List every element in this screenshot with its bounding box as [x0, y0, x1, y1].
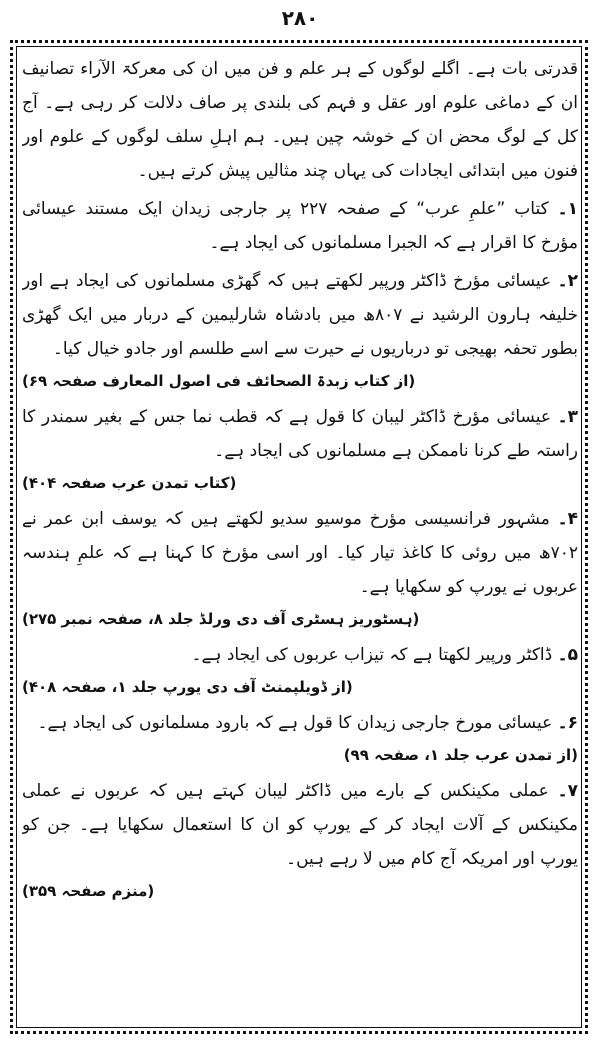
item-text: عملی مکینکس کے بارے میں ڈاکٹر لیبان کہتے ہیں کہ عربوں نے عملی مکینکس کے آلات ایجاد کر کے یورپ کو ان کا استعمال سکھایا ہے۔ جن کو یورپ اور امریکہ آج کام میں لا رہے ہیں۔	[22, 781, 578, 869]
item-number: ۶۔	[557, 713, 578, 733]
item-text: کتاب ”علمِ عرب“ کے صفحہ ۲۲۷ پر جارجی زیدان ایک مستند عیسائی مؤرخ کا اقرار ہے کہ الجبرا مسلمانوں کی ایجاد ہے۔	[22, 199, 578, 253]
item-number: ۳۔	[557, 407, 578, 427]
item-reference: (منزم صفحہ ۳۵۹)	[22, 882, 155, 900]
item-reference: (کتاب تمدن عرب صفحہ ۴۰۴)	[22, 474, 237, 492]
item-number: ۴۔	[557, 509, 578, 529]
item-reference: (ہسٹوریز ہسٹری آف دی ورلڈ جلد ۸، صفحہ نمبر ۲۷۵)	[22, 610, 420, 628]
item-reference: (از کتاب زبدۃ الصحائف فی اصول المعارف صفحہ ۶۹)	[22, 372, 416, 390]
item-text: ڈاکٹر ورپیر لکھتا ہے کہ تیزاب عربوں کی ایجاد ہے۔	[191, 645, 553, 665]
item-number: ۵۔	[557, 645, 578, 665]
list-item-7	[22, 774, 578, 906]
item-reference: (از تمدن عرب جلد ۱، صفحہ ۹۹)	[343, 746, 578, 764]
item-number: ۲۔	[557, 271, 578, 291]
item-text: مشہور فرانسیسی مؤرخ موسیو سدیو لکھتے ہیں کہ یوسف ابن عمر نے ۷۰۲ھ میں روئی کا کاغذ تیار کیا۔ اور اسی مؤرخ کا کہنا ہے کہ علمِ ہندسہ عربوں نے یورپ کو سکھایا ہے۔	[22, 509, 578, 597]
list-item-6	[22, 706, 578, 770]
list-item-1	[22, 192, 578, 260]
item-text: عیسائی مؤرخ ڈاکٹر لیبان کا قول ہے کہ قطب نما جس کے بغیر سمندر کا راستہ طے کرنا ناممکن ہے مسلمانوں کی ایجاد ہے۔	[22, 407, 578, 461]
intro-paragraph: قدرتی بات ہے۔ اگلے لوگوں کے ہر علم و فن میں ان کی معرکۃ الآراء تصانیف ان کے دماغی علوم اور عقل و فہم کی بلندی پر صاف دلالت کر رہی ہے۔ آج کل کے لوگ محض ان کے خوشہ چین ہیں۔ ہم اہلِ سلف لوگوں کے علوم اور فنون میں ابتدائی ایجادات کی یہاں چند مثالیں پیش کرتے ہیں۔	[22, 59, 578, 181]
list-item-4	[22, 502, 578, 634]
page-body	[22, 52, 578, 1028]
list-item-5	[22, 638, 578, 702]
item-reference: (از ڈویلپمنٹ آف دی یورپ جلد ۱، صفحہ ۴۰۸)	[22, 678, 353, 696]
page-number: ۲۸۰	[281, 6, 319, 30]
item-text: عیسائی مورخ جارجی زیدان کا قول ہے کہ بارود مسلمانوں کی ایجاد ہے۔	[37, 713, 553, 733]
list-item-3	[22, 400, 578, 498]
item-number: ۷۔	[557, 781, 578, 801]
item-number: ۱۔	[557, 199, 578, 219]
item-text: عیسائی مؤرخ ڈاکٹر ورپیر لکھتے ہیں کہ گھڑی مسلمانوں کی ایجاد ہے اور خلیفہ ہارون الرشید نے ۸۰۷ھ میں بادشاہ شارلیمین کے دربار میں ایک گھڑی بطور تحفہ بھیجی تو درباریوں نے حیرت سے اسے طلسم اور جادو خیال کیا۔	[22, 271, 578, 359]
list-item-2	[22, 264, 578, 396]
